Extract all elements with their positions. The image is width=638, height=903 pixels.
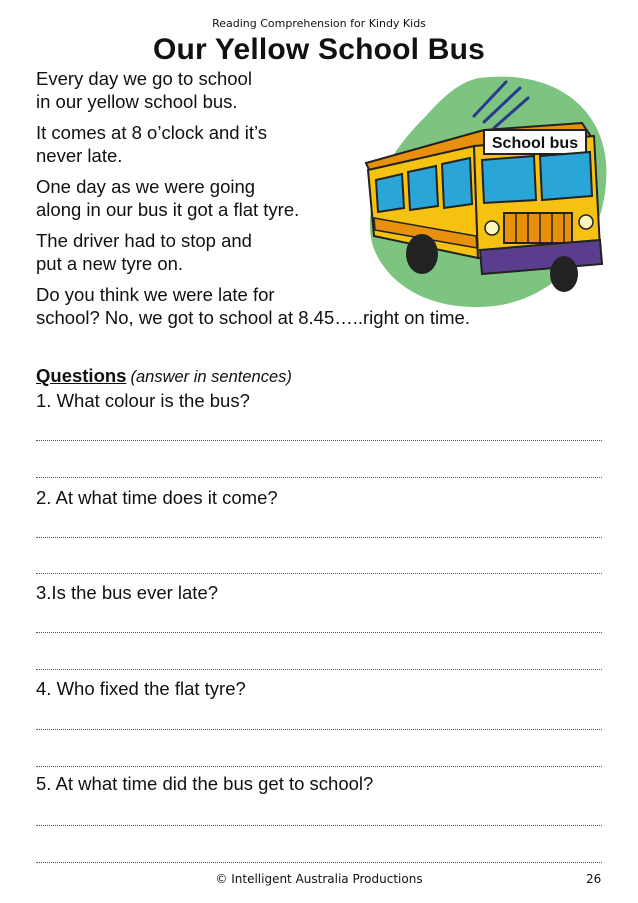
front-wheel (406, 234, 438, 274)
worksheet-title: Our Yellow School Bus (152, 33, 486, 66)
answer-line[interactable] (36, 537, 602, 538)
answer-line[interactable] (36, 573, 602, 574)
questions-title: Questions (36, 365, 127, 386)
rear-wheel (550, 256, 578, 292)
answer-line[interactable] (36, 669, 602, 670)
story-line: never late. (36, 145, 123, 166)
answer-line[interactable] (36, 825, 602, 826)
question-3: 3.Is the bus ever late? (36, 582, 219, 603)
question-4: 4. Who fixed the flat tyre? (36, 678, 246, 699)
story-line: The driver had to stop and (36, 230, 252, 251)
headlight-left (485, 221, 499, 235)
bus-sign-text: School bus (491, 135, 579, 152)
questions-heading (36, 364, 292, 389)
story-line: One day as we were going (36, 176, 256, 197)
question-2: 2. At what time does it come? (36, 487, 278, 508)
page-header: Reading Comprehension for Kindy Kids (212, 17, 426, 30)
question-5: 5. At what time did the bus get to school? (36, 773, 374, 794)
story-line: along in our bus it got a flat tyre. (36, 199, 300, 220)
questions-instruction: (answer in sentences) (130, 368, 292, 386)
school-bus-illustration (344, 68, 614, 318)
story-line: Do you think we were late for (36, 284, 275, 305)
page-footer: © Intelligent Australia Productions (215, 872, 423, 886)
page-number: 26 (586, 872, 602, 886)
story-line: in our yellow school bus. (36, 91, 238, 112)
story-line: It comes at 8 o’clock and it’s (36, 122, 268, 143)
answer-line[interactable] (36, 729, 602, 730)
headlight-right (579, 215, 593, 229)
story-line: school? No, we got to school at 8.45…..right on time. (36, 307, 470, 328)
story-line: Every day we go to school (36, 68, 252, 89)
answer-line[interactable] (36, 440, 602, 441)
answer-line[interactable] (36, 477, 602, 478)
answer-line[interactable] (36, 766, 602, 767)
front-grille (504, 213, 572, 243)
story-line: put a new tyre on. (36, 253, 184, 274)
answer-line[interactable] (36, 862, 602, 863)
question-1: 1. What colour is the bus? (36, 390, 250, 411)
answer-line[interactable] (36, 632, 602, 633)
